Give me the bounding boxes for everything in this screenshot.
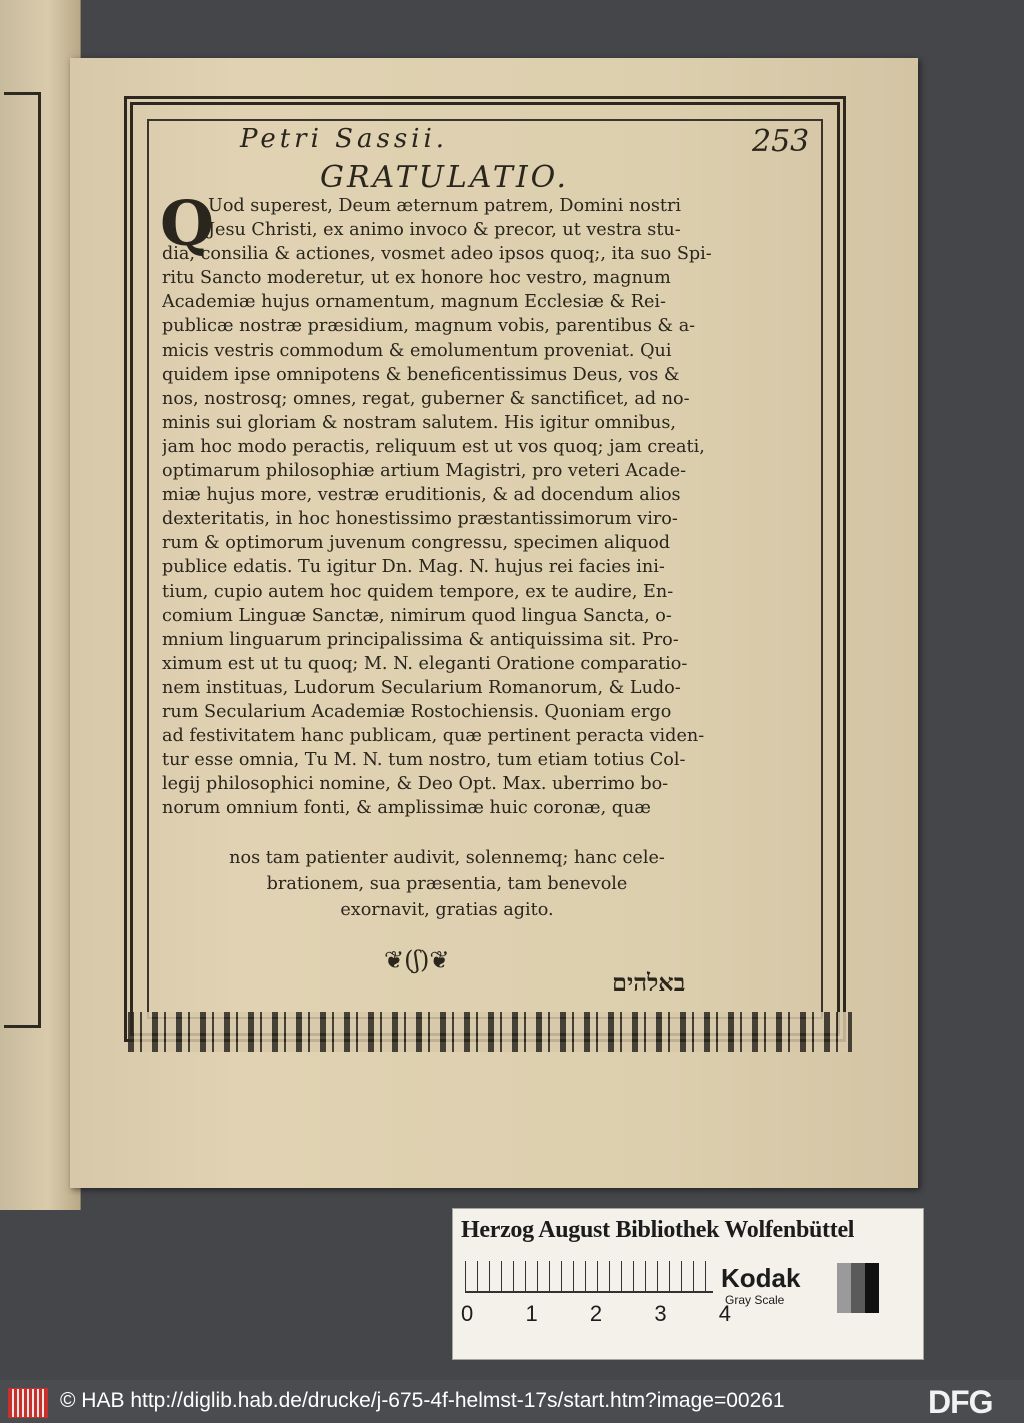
text-line: jam hoc modo peractis, reliquum est ut vos quoq; jam creati, <box>162 436 705 457</box>
text-line: publice edatis. Tu igitur Dn. Mag. N. hujus rei facies ini- <box>162 557 665 578</box>
text-line: nem instituas, Ludorum Secularium Romanorum, & Ludo- <box>162 677 681 698</box>
kodak-logo: Kodak <box>721 1263 801 1293</box>
text-line: minis sui gloriam & nostram salutem. His igitur omnibus, <box>162 412 676 433</box>
text-line: tur esse omnia, Tu M. N. tum nostro, tum etiam totius Col- <box>162 750 686 771</box>
ruler-number: 2 <box>589 1301 603 1326</box>
fleuron-ornament: ❦(ʃ)❦ <box>384 946 450 974</box>
text-line: ritu Sancto moderetur, ut ex honore hoc vestro, magnum <box>162 268 671 289</box>
text-line: comium Linguæ Sanctæ, nimirum quod lingua Sancta, o- <box>162 605 672 626</box>
hebrew-motto: באלהים <box>612 968 686 997</box>
drop-cap: Q <box>160 187 215 260</box>
text-line: tium, cupio autem hoc quidem tempore, ex te audire, En- <box>162 581 674 602</box>
text-line: quidem ipse omnipotens & beneficentissimus Deus, vos & <box>162 364 680 385</box>
color-target-card <box>452 1208 924 1360</box>
ruler-number: 3 <box>654 1301 667 1326</box>
text-line: Jesu Christi, ex animo invoco & precor, ut vestra stu- <box>208 220 681 241</box>
ornamental-band <box>128 1012 852 1052</box>
text-line: optimarum philosophiæ artium Magistri, pro veteri Acade- <box>162 461 687 482</box>
previous-page-edge <box>0 0 81 1210</box>
barcode-icon <box>8 1388 48 1418</box>
running-header: Petri Sassii. <box>240 124 449 154</box>
gray-swatch <box>837 1263 851 1313</box>
text-line: Academiæ hujus ornamentum, magnum Ecclesiæ & Rei- <box>162 292 666 313</box>
closing-line: brationem, sua præsentia, tam benevole <box>266 874 628 894</box>
text-line: publicæ nostræ præsidium, magnum vobis, parentibus & a- <box>162 316 696 337</box>
text-line: dexteritatis, in hoc honestissimo præstantissimorum viro- <box>162 509 678 530</box>
ruler-number: 1 <box>525 1301 538 1326</box>
body-text <box>160 187 732 820</box>
library-name: Herzog August Bibliothek Wolfenbüttel <box>461 1217 855 1243</box>
closing-line: nos tam patienter audivit, solennemq; hanc cele- <box>229 848 665 868</box>
gray-swatch <box>851 1263 865 1313</box>
text-line: dia, consilia & actiones, vosmet adeo ipsos quoq;, ita suo Spi- <box>162 244 712 265</box>
previous-page-border <box>4 92 41 1028</box>
footer-link[interactable]: © HAB http://diglib.hab.de/drucke/j-675-4f-helmst-17s/start.htm?image=00261 <box>60 1389 785 1412</box>
footer-bar <box>0 1380 1024 1423</box>
text-line: ad festivitatem hanc publicam, quæ pertinent peracta viden- <box>162 726 705 747</box>
gray-swatch <box>865 1263 879 1313</box>
text-line: miæ hujus more, vestræ eruditionis, & ad docendum alios <box>162 485 681 506</box>
text-line: ximum est ut tu quoq; M. N. eleganti Oratione comparatio- <box>162 653 688 674</box>
dfg-logo: DFG <box>928 1384 993 1420</box>
text-line: rum & optimorum juvenum congressu, specimen aliquod <box>162 533 671 554</box>
page-title: GRATULATIO. <box>320 160 570 195</box>
gray-scale-label: Gray Scale <box>725 1293 785 1307</box>
page-number: 253 <box>752 124 810 159</box>
text-line: mnium linguarum principalissima & antiquissima sit. Pro- <box>162 629 679 650</box>
closing-line: exornavit, gratias agito. <box>340 900 554 920</box>
text-line: Uod superest, Deum æternum patrem, Domini nostri <box>208 196 682 216</box>
scale-ruler <box>465 1261 713 1293</box>
text-line: rum Secularium Academiæ Rostochiensis. Quoniam ergo <box>162 701 672 722</box>
text-line: nos, nostrosq; omnes, regat, guberner & sanctificet, ad no- <box>162 388 690 409</box>
text-line: norum omnium fonti, & amplissimæ huic coronæ, quæ <box>162 798 651 819</box>
ruler-number: 0 <box>461 1301 474 1326</box>
ruler-numbers <box>461 1301 731 1327</box>
text-line: legij philosophici nomine, & Deo Opt. Max. uberrimo bo- <box>162 774 669 795</box>
ruler-number: 4 <box>718 1301 731 1326</box>
text-line: micis vestris commodum & emolumentum proveniat. Qui <box>162 340 672 361</box>
